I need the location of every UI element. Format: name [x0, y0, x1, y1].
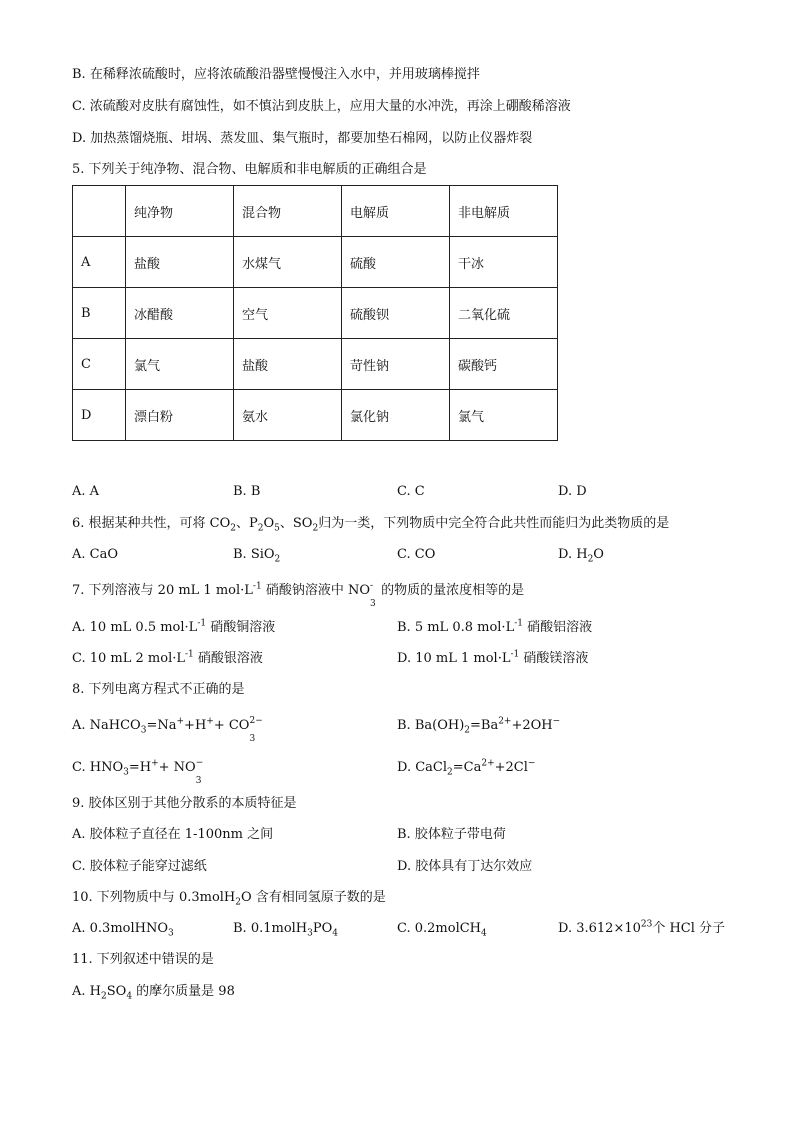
q5-option-d: D. D — [558, 484, 587, 499]
table-row — [73, 237, 558, 288]
q4-option-b: B. 在稀释浓硫酸时，应将浓硫酸沿器壁慢慢注入水中，并用玻璃棒搅拌 — [72, 67, 480, 82]
q10-option-d: D. $3.612\times 10^{23}$个 HCl 分子 — [558, 919, 726, 936]
table-header-cell — [73, 186, 126, 237]
q10-stem: 10. 下列物质中与 0.3molH$_2$O 含有相同氢原子数的是 — [72, 890, 386, 908]
q7-option-d: D. 10 mL 1 $mol\cdot L^{-1}$ 硝酸镁溶液 — [397, 649, 589, 666]
q7-stem: 7. 下列溶液与 20 mL 1 $mol\cdot L^{-1}$ 硝酸钠溶液中 NO - 3 的物质的量浓度相等的是 — [72, 581, 525, 609]
q8-option-a: A. NaHCO$_3$=Na++H++ CO 2− 3 — [72, 716, 263, 744]
q6-stem: 6. 根据某种共性，可将 $CO_2$、$P_2O_5$、$SO_2$归为一类，下列物质中完全符合此共性而能归为此类物质的是 — [72, 516, 670, 534]
q8-option-c: C. $HNO_3=H^++$ NO − 3 — [72, 758, 204, 786]
q5-option-c: C. C — [397, 484, 425, 499]
q10-option-b: B. $0.1molH_3PO_4$ — [233, 921, 339, 939]
q5-option-a: A. A — [72, 484, 100, 499]
q8-option-d: D. $CaCl_2=Ca^{2+}+2Cl^-$ — [397, 758, 536, 778]
q9-option-c: C. 胶体粒子能穿过滤纸 — [72, 859, 207, 874]
q6-option-c: C. CO — [397, 547, 436, 562]
table-header-cell: 非电解质 — [449, 186, 557, 237]
table-cell: 盐酸 — [125, 237, 233, 288]
q6-option-b: B. SiO$_2$ — [233, 547, 281, 565]
table-cell: 二氧化硫 — [449, 288, 557, 339]
q6-option-d: D. $H_2O$ — [558, 547, 604, 565]
q6-option-a: A. CaO — [72, 547, 119, 562]
q9-option-a: A. 胶体粒子直径在 1-100nm 之间 — [72, 827, 274, 842]
q11-stem: 11. 下列叙述中错误的是 — [72, 952, 214, 967]
table-cell: 碳酸钙 — [449, 339, 557, 390]
table-cell: 干冰 — [449, 237, 557, 288]
table-header-row — [73, 186, 558, 237]
q8-option-b: B. $Ba(OH)_2=Ba^{2+}+2OH^-$ — [397, 716, 561, 736]
q7-option-c: C. 10 mL 2 $mol\cdot L^{-1}$ 硝酸银溶液 — [72, 649, 263, 666]
q4-option-d: D. 加热蒸馏烧瓶、坩埚、蒸发皿、集气瓶时，都要加垫石棉网，以防止仪器炸裂 — [72, 131, 533, 146]
table-header-cell: 纯净物 — [125, 186, 233, 237]
q5-stem: 5. 下列关于纯净物、混合物、电解质和非电解质的正确组合是 — [72, 162, 427, 177]
q7-option-a: A. 10 mL 0.5 $mol\cdot L^{-1}$ 硝酸铜溶液 — [72, 618, 276, 635]
table-cell: C — [73, 339, 126, 390]
table-cell: 盐酸 — [233, 339, 341, 390]
q10-option-c: C. 0.2molCH$_4$ — [397, 921, 487, 939]
table-cell: D — [73, 390, 126, 441]
table-cell: 氯气 — [449, 390, 557, 441]
table-cell: 空气 — [233, 288, 341, 339]
q5-option-b: B. B — [233, 484, 261, 499]
table-cell: 硫酸 — [341, 237, 449, 288]
q9-option-d: D. 胶体具有丁达尔效应 — [397, 859, 533, 874]
table-header-cell: 电解质 — [341, 186, 449, 237]
table-header-cell: 混合物 — [233, 186, 341, 237]
table-row — [73, 339, 558, 390]
table-cell: B — [73, 288, 126, 339]
table-cell: 水煤气 — [233, 237, 341, 288]
q9-stem: 9. 胶体区别于其他分散系的本质特征是 — [72, 796, 297, 811]
table-cell: 漂白粉 — [125, 390, 233, 441]
q7-option-b: B. 5 mL 0.8 $mol\cdot L^{-1}$ 硝酸铝溶液 — [397, 618, 593, 635]
q4-option-c: C. 浓硫酸对皮肤有腐蚀性，如不慎沾到皮肤上，应用大量的水冲洗，再涂上硼酸稀溶液 — [72, 99, 571, 114]
table-cell: 冰醋酸 — [125, 288, 233, 339]
table-cell: A — [73, 237, 126, 288]
table-cell: 氯气 — [125, 339, 233, 390]
table-row — [73, 288, 558, 339]
q9-option-b: B. 胶体粒子带电荷 — [397, 827, 506, 842]
q11-option-a: A. $H_2SO_4$ 的摩尔质量是 98 — [72, 984, 235, 1002]
q10-option-a: A. 0.3molHNO$_3$ — [72, 921, 174, 939]
q8-stem: 8. 下列电离方程式不正确的是 — [72, 682, 245, 697]
q5-table — [72, 185, 558, 441]
table-row — [73, 390, 558, 441]
table-cell: 氯化钠 — [341, 390, 449, 441]
table-cell: 苛性钠 — [341, 339, 449, 390]
table-cell: 硫酸钡 — [341, 288, 449, 339]
table-cell: 氨水 — [233, 390, 341, 441]
